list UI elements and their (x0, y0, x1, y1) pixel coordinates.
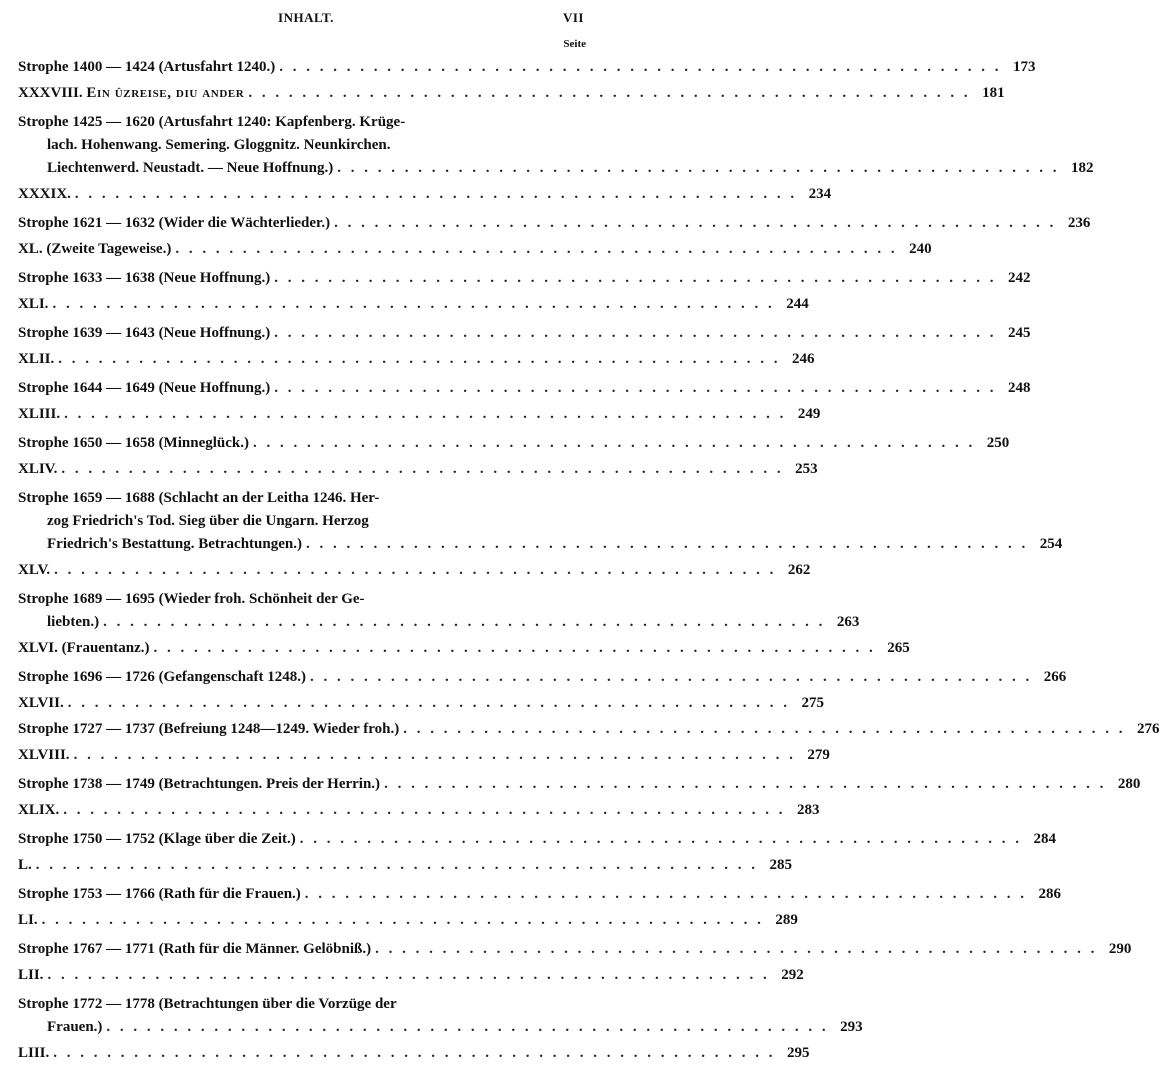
toc-entry-text: Strophe 1750 — 1752 (Klage über die Zeit.) (18, 831, 296, 847)
toc-entry (18, 238, 932, 261)
toc-entry-continuation (18, 1016, 863, 1039)
page-column-label: Seite (563, 38, 586, 50)
toc-entry-text: XLIII. (18, 406, 61, 422)
toc-entry (18, 487, 1063, 556)
toc-entry (18, 56, 1036, 79)
toc-page-number: 262 (787, 562, 811, 578)
dot-leader: . . . . . . . . . . . . . . . . . . . . . . . . . . . . . . . . . . . . . . . . . . . . . . . . . . . . . . (53, 1045, 776, 1061)
toc-entry-text: XLVII. (18, 695, 64, 711)
dot-leader: . . . . . . . . . . . . . . . . . . . . . . . . . . . . . . . . . . . . . . . . . . . . . . . . . . . . . . (64, 406, 787, 422)
toc-page-number: 279 (807, 747, 830, 763)
running-head (0, 10, 612, 30)
dot-leader: . . . . . . . . . . . . . . . . . . . . . . . . . . . . . . . . . . . . . . . . . . . . . . . . . . . . . . (74, 186, 798, 202)
toc-entry-line (18, 637, 910, 660)
dot-leader: . . . . . . . . . . . . . . . . . . . . . . . . . . . . . . . . . . . . . . . . . . . . . . . . . . . . . . (279, 59, 1002, 75)
toc-entry-line (18, 692, 824, 715)
toc-entry (18, 82, 1005, 105)
toc-entry-line (18, 212, 1091, 235)
toc-entry-text: Strophe 1644 — 1649 (Neue Hoffnung.) (18, 380, 271, 396)
dot-leader: . . . . . . . . . . . . . . . . . . . . . . . . . . . . . . . . . . . . . . . . . . . . . . . . . . . . . . (106, 1019, 829, 1035)
toc-entry-text: Strophe 1621 — 1632 (Wider die Wächterlieder.) (18, 215, 331, 231)
toc-entry-line (18, 588, 566, 611)
dot-leader: . . . . . . . . . . . . . . . . . . . . . . . . . . . . . . . . . . . . . . . . . . . . . . . . . . . . . . (61, 461, 784, 477)
toc-entry-line (18, 403, 821, 426)
toc-entry-text: XXXVIII. Ein ûzreise, diu ander (18, 85, 245, 101)
toc-entry (18, 1042, 810, 1065)
toc-entry-text: Strophe 1738 — 1749 (Betrachtungen. Preis der Herrin.) (18, 776, 381, 792)
dot-leader: . . . . . . . . . . . . . . . . . . . . . . . . . . . . . . . . . . . . . . . . . . . . . . . . . . . . . . (299, 831, 1023, 847)
toc-entry (18, 666, 1067, 689)
toc-entry (18, 377, 1031, 400)
toc-entry-continuation (18, 510, 566, 533)
toc-entry-line (18, 909, 798, 932)
dot-leader: . . . . . . . . . . . . . . . . . . . . . . . . . . . . . . . . . . . . . . . . . . . . . . . . . . . . . . (403, 721, 1126, 737)
dot-leader: . . . . . . . . . . . . . . . . . . . . . . . . . . . . . . . . . . . . . . . . . . . . . . . . . . . . . . (334, 215, 1057, 231)
dot-leader: . . . . . . . . . . . . . . . . . . . . . . . . . . . . . . . . . . . . . . . . . . . . . . . . . . . . . . (47, 967, 770, 983)
toc-entry-text: Strophe 1696 — 1726 (Gefangenschaft 1248.) (18, 669, 307, 685)
toc-entry-text: Strophe 1772 — 1778 (Betrachtungen über die Vorzüge der (18, 996, 397, 1012)
toc-page-number: 234 (808, 186, 832, 202)
toc-page-number: 250 (986, 435, 1010, 451)
toc-entry-line (18, 487, 566, 510)
dot-leader: . . . . . . . . . . . . . . . . . . . . . . . . . . . . . . . . . . . . . . . . . . . . . . . . . . . . . . (274, 270, 997, 286)
toc-entry-line (18, 377, 1031, 400)
toc-entry (18, 854, 793, 877)
toc-entry-text: XLI. (18, 296, 49, 312)
toc-entry (18, 637, 910, 660)
toc-page-number: 236 (1067, 215, 1091, 231)
toc-entry-text: Strophe 1633 — 1638 (Neue Hoffnung.) (18, 270, 271, 286)
toc-entry-line (18, 828, 1057, 851)
toc-entry-line (18, 111, 566, 134)
toc-entry (18, 799, 820, 822)
toc-entry-text: Strophe 1767 — 1771 (Rath für die Männer. Gelöbniß.) (18, 941, 372, 957)
toc-entry-text: Strophe 1659 — 1688 (Schlacht an der Leitha 1246. Her- (18, 490, 380, 506)
toc-entry-line (18, 993, 566, 1016)
dot-leader: . . . . . . . . . . . . . . . . . . . . . . . . . . . . . . . . . . . . . . . . . . . . . . . . . . . . . . (54, 562, 777, 578)
toc-entry-text: XLVIII. (18, 747, 70, 763)
toc-page-number: 289 (775, 912, 798, 928)
toc-entry-text: XLV. (18, 562, 51, 578)
dot-leader: . . . . . . . . . . . . . . . . . . . . . . . . . . . . . . . . . . . . . . . . . . . . . . . . . . . . . . (305, 536, 1029, 552)
dot-leader: . . . . . . . . . . . . . . . . . . . . . . . . . . . . . . . . . . . . . . . . . . . . . . . . . . . . . . (375, 941, 1098, 957)
toc-entry-line (18, 432, 1010, 455)
toc-entry-text: XLII. (18, 351, 55, 367)
toc-entry (18, 212, 1091, 235)
toc-entry-text: Liechtenwerd. Neustadt. — Neue Hoffnung.) (47, 160, 334, 176)
toc-entry-text: Strophe 1650 — 1658 (Minneglück.) (18, 435, 249, 451)
toc-page-number: 283 (797, 802, 820, 818)
toc-entry (18, 744, 830, 767)
toc-entry-text: LI. (18, 912, 38, 928)
toc-entry (18, 559, 811, 582)
table-of-contents (18, 56, 1160, 1068)
toc-entry-text: XLIX. (18, 802, 60, 818)
dot-leader: . . . . . . . . . . . . . . . . . . . . . . . . . . . . . . . . . . . . . . . . . . . . . . . . . . . . . . (304, 886, 1028, 902)
toc-entry-line (18, 348, 815, 371)
toc-page-number: 254 (1039, 536, 1063, 552)
toc-entry-line (18, 322, 1031, 345)
toc-entry (18, 267, 1031, 290)
toc-page-number: 280 (1117, 776, 1141, 792)
toc-entry (18, 348, 815, 371)
toc-page-number: 173 (1012, 59, 1036, 75)
toc-page-number: 245 (1007, 325, 1031, 341)
dot-leader: . . . . . . . . . . . . . . . . . . . . . . . . . . . . . . . . . . . . . . . . . . . . . . . . . . . . . . (175, 241, 898, 257)
toc-entry-text: Strophe 1689 — 1695 (Wieder froh. Schönheit der Ge- (18, 591, 365, 607)
toc-entry-text: Strophe 1400 — 1424 (Artusfahrt 1240.) (18, 59, 276, 75)
dot-leader: . . . . . . . . . . . . . . . . . . . . . . . . . . . . . . . . . . . . . . . . . . . . . . . . . . . . . . (67, 695, 790, 711)
dot-leader: . . . . . . . . . . . . . . . . . . . . . . . . . . . . . . . . . . . . . . . . . . . . . . . . . . . . . . (248, 85, 971, 101)
toc-entry-text: L. (18, 857, 32, 873)
toc-entry-line (18, 718, 1160, 741)
toc-entry-line (18, 744, 830, 767)
toc-entry-line (18, 267, 1031, 290)
toc-entry-text: Strophe 1727 — 1737 (Befreiung 1248—1249. Wieder froh.) (18, 721, 400, 737)
toc-page-number: 292 (781, 967, 804, 983)
toc-entry (18, 938, 1132, 961)
toc-page-number: 240 (909, 241, 932, 257)
toc-entry-text: XLVI. (Frauentanz.) (18, 640, 150, 656)
toc-entry (18, 883, 1062, 906)
toc-page-number: 246 (792, 351, 815, 367)
toc-entry-line (18, 854, 793, 877)
dot-leader: . . . . . . . . . . . . . . . . . . . . . . . . . . . . . . . . . . . . . . . . . . . . . . . . . . . . . . (274, 325, 997, 341)
toc-entry (18, 773, 1141, 796)
toc-entry-text: zog Friedrich's Tod. Sieg über die Ungarn. Herzog (47, 513, 369, 529)
toc-page-number: 253 (795, 461, 818, 477)
toc-entry-text: Friedrich's Bestattung. Betrachtungen.) (47, 536, 302, 552)
toc-entry (18, 403, 821, 426)
toc-entry (18, 458, 818, 481)
toc-page-number: 286 (1038, 886, 1062, 902)
dot-leader: . . . . . . . . . . . . . . . . . . . . . . . . . . . . . . . . . . . . . . . . . . . . . . . . . . . . . . (153, 640, 876, 656)
toc-entry-line (18, 938, 1132, 961)
toc-entry-text: XXXIX. (18, 186, 71, 202)
toc-entry (18, 993, 863, 1039)
toc-entry (18, 692, 824, 715)
page-number: VII (562, 10, 584, 25)
toc-page-number: 290 (1108, 941, 1132, 957)
toc-entry-continuation (18, 611, 860, 634)
dot-leader: . . . . . . . . . . . . . . . . . . . . . . . . . . . . . . . . . . . . . . . . . . . . . . . . . . . . . . (252, 435, 976, 451)
toc-entry-text: liebten.) (47, 614, 100, 630)
dot-leader: . . . . . . . . . . . . . . . . . . . . . . . . . . . . . . . . . . . . . . . . . . . . . . . . . . . . . . (274, 380, 997, 396)
toc-entry-text: LIII. (18, 1045, 50, 1061)
toc-entry-text: Strophe 1425 — 1620 (Artusfahrt 1240: Kapfenberg. Krüge- (18, 114, 406, 130)
toc-entry (18, 183, 832, 206)
dot-leader: . . . . . . . . . . . . . . . . . . . . . . . . . . . . . . . . . . . . . . . . . . . . . . . . . . . . . . (337, 160, 1060, 176)
toc-page-number: 263 (836, 614, 860, 630)
toc-entry (18, 718, 1160, 741)
dot-leader: . . . . . . . . . . . . . . . . . . . . . . . . . . . . . . . . . . . . . . . . . . . . . . . . . . . . . . (35, 857, 759, 873)
toc-page-number: 284 (1033, 831, 1057, 847)
toc-entry-line (18, 559, 811, 582)
toc-page-number: 275 (801, 695, 824, 711)
toc-entry (18, 909, 798, 932)
dot-leader: . . . . . . . . . . . . . . . . . . . . . . . . . . . . . . . . . . . . . . . . . . . . . . . . . . . . . . (73, 747, 796, 763)
toc-entry (18, 111, 1094, 180)
toc-page-number: 276 (1137, 721, 1160, 737)
toc-page-number: 293 (840, 1019, 863, 1035)
toc-entry-text: LII. (18, 967, 44, 983)
dot-leader: . . . . . . . . . . . . . . . . . . . . . . . . . . . . . . . . . . . . . . . . . . . . . . . . . . . . . . (103, 614, 826, 630)
toc-entry-text: XLIV. (18, 461, 58, 477)
toc-entry-line (18, 82, 1005, 105)
toc-entry-line (18, 1042, 810, 1065)
toc-entry-text: lach. Hohenwang. Semering. Gloggnitz. Neunkirchen. (47, 137, 391, 153)
toc-entry-text: Frauen.) (47, 1019, 103, 1035)
toc-entry-text: XL. (Zweite Tageweise.) (18, 241, 172, 257)
toc-entry-line (18, 56, 1036, 79)
toc-page-number: 266 (1043, 669, 1067, 685)
toc-entry-line (18, 666, 1067, 689)
toc-page-number: 182 (1071, 160, 1094, 176)
toc-page-number: 248 (1007, 380, 1031, 396)
toc-entry (18, 432, 1010, 455)
toc-entry-continuation (18, 157, 1094, 180)
toc-page-number: 181 (982, 85, 1005, 101)
toc-entry-continuation (18, 134, 566, 157)
toc-entry (18, 293, 809, 316)
toc-page-number: 285 (769, 857, 793, 873)
toc-page-number: 295 (787, 1045, 810, 1061)
toc-entry-line (18, 458, 818, 481)
toc-entry-text: Strophe 1639 — 1643 (Neue Hoffnung.) (18, 325, 271, 341)
toc-entry-line (18, 883, 1062, 906)
toc-entry-text: Strophe 1753 — 1766 (Rath für die Frauen.) (18, 886, 301, 902)
toc-entry-line (18, 238, 932, 261)
toc-entry (18, 964, 804, 987)
toc-entry-line (18, 964, 804, 987)
dot-leader: . . . . . . . . . . . . . . . . . . . . . . . . . . . . . . . . . . . . . . . . . . . . . . . . . . . . . . (63, 802, 786, 818)
dot-leader: . . . . . . . . . . . . . . . . . . . . . . . . . . . . . . . . . . . . . . . . . . . . . . . . . . . . . . (58, 351, 781, 367)
toc-entry-line (18, 773, 1141, 796)
toc-page-number: 265 (887, 640, 910, 656)
dot-leader: . . . . . . . . . . . . . . . . . . . . . . . . . . . . . . . . . . . . . . . . . . . . . . . . . . . . . . (52, 296, 775, 312)
toc-entry-line (18, 799, 820, 822)
page-title: INHALT. (278, 10, 334, 25)
toc-page-number: 242 (1007, 270, 1031, 286)
toc-entry-line (18, 183, 832, 206)
toc-page-number: 244 (786, 296, 809, 312)
toc-page-number: 249 (797, 406, 821, 422)
dot-leader: . . . . . . . . . . . . . . . . . . . . . . . . . . . . . . . . . . . . . . . . . . . . . . . . . . . . . . (384, 776, 1107, 792)
toc-entry (18, 828, 1057, 851)
toc-entry (18, 588, 860, 634)
toc-entry-continuation (18, 533, 1063, 556)
toc-entry-line (18, 293, 809, 316)
toc-entry (18, 322, 1031, 345)
dot-leader: . . . . . . . . . . . . . . . . . . . . . . . . . . . . . . . . . . . . . . . . . . . . . . . . . . . . . . (310, 669, 1033, 685)
dot-leader: . . . . . . . . . . . . . . . . . . . . . . . . . . . . . . . . . . . . . . . . . . . . . . . . . . . . . . (41, 912, 764, 928)
